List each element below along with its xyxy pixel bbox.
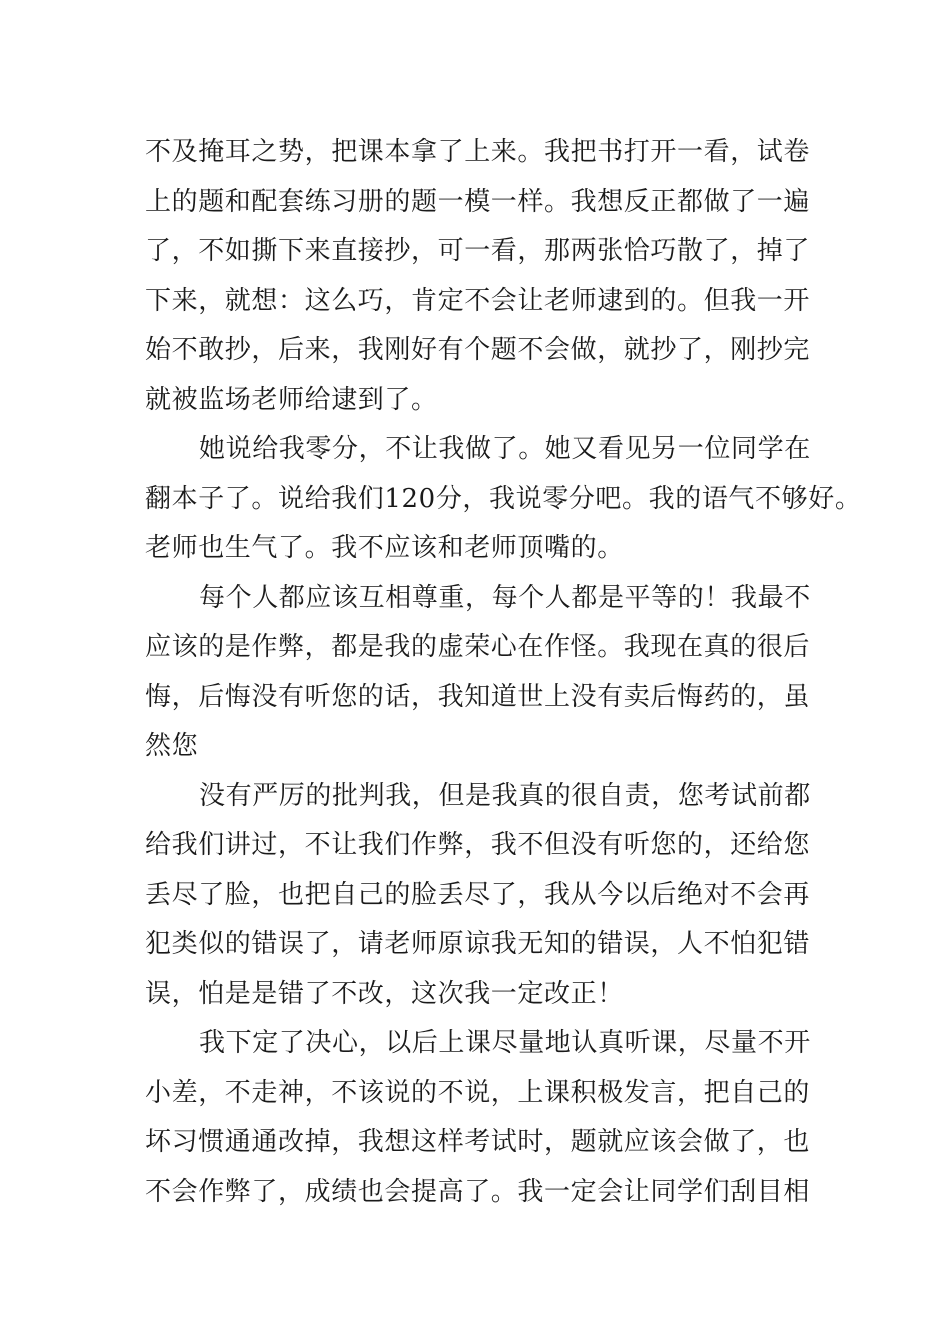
- text-line: 丢尽了脸，也把自己的脸丢尽了，我从今以后绝对不会再: [145, 879, 811, 910]
- paragraph-4: [145, 772, 825, 1020]
- text-line: 翻本子了。说给我们120分，我说零分吧。我的语气不够好。: [145, 483, 862, 514]
- text-line: 应该的是作弊，都是我的虚荣心在作怪。我现在真的很后: [145, 632, 811, 662]
- paragraph-1: [145, 128, 825, 425]
- text-line: 上的题和配套练习册的题一模一样。我想反正都做了一遍: [145, 186, 811, 217]
- text-line: 然您: [145, 731, 199, 761]
- body-text: [145, 128, 862, 1217]
- text-line: 给我们讲过，不让我们作弊，我不但没有听您的，还给您: [145, 830, 811, 860]
- text-line: 悔，后悔没有听您的话，我知道世上没有卖后悔药的，虽: [145, 681, 811, 712]
- text-line: 不会作弊了，成绩也会提高了。我一定会让同学们刮目相: [145, 1176, 811, 1207]
- paragraph-5: [145, 1019, 825, 1217]
- text-line: 没有严厉的批判我，但是我真的很自责，您考试前都: [199, 780, 811, 811]
- text-line: 我下定了决心，以后上课尽量地认真听课，尽量不开: [199, 1028, 811, 1058]
- paragraph-3: [145, 574, 825, 772]
- text-line: 下来，就想：这么巧，肯定不会让老师逮到的。但我一开: [145, 285, 811, 316]
- text-line: 就被监场老师给逮到了。: [145, 384, 438, 415]
- text-line: 不及掩耳之势，把课本拿了上来。我把书打开一看，试卷: [145, 137, 811, 167]
- text-line: 误，怕是是错了不改，这次我一定改正！: [145, 978, 624, 1009]
- text-line: 她说给我零分，不让我做了。她又看见另一位同学在: [199, 434, 811, 464]
- text-line: 始不敢抄，后来，我刚好有个题不会做，就抄了，刚抄完: [145, 335, 811, 365]
- text-line: 老师也生气了。我不应该和老师顶嘴的。: [145, 533, 624, 563]
- text-line: 犯类似的错误了，请老师原谅我无知的错误，人不怕犯错: [145, 929, 811, 959]
- text-line: 每个人都应该互相尊重，每个人都是平等的！我最不: [199, 582, 811, 613]
- text-line: 了，不如撕下来直接抄，可一看，那两张恰巧散了，掉了: [145, 236, 811, 266]
- text-line: 坏习惯通通改掉，我想这样考试时，题就应该会做了，也: [145, 1127, 811, 1157]
- paragraph-2: [145, 425, 862, 574]
- text-line: 小差，不走神，不该说的不说，上课积极发言，把自己的: [145, 1077, 811, 1108]
